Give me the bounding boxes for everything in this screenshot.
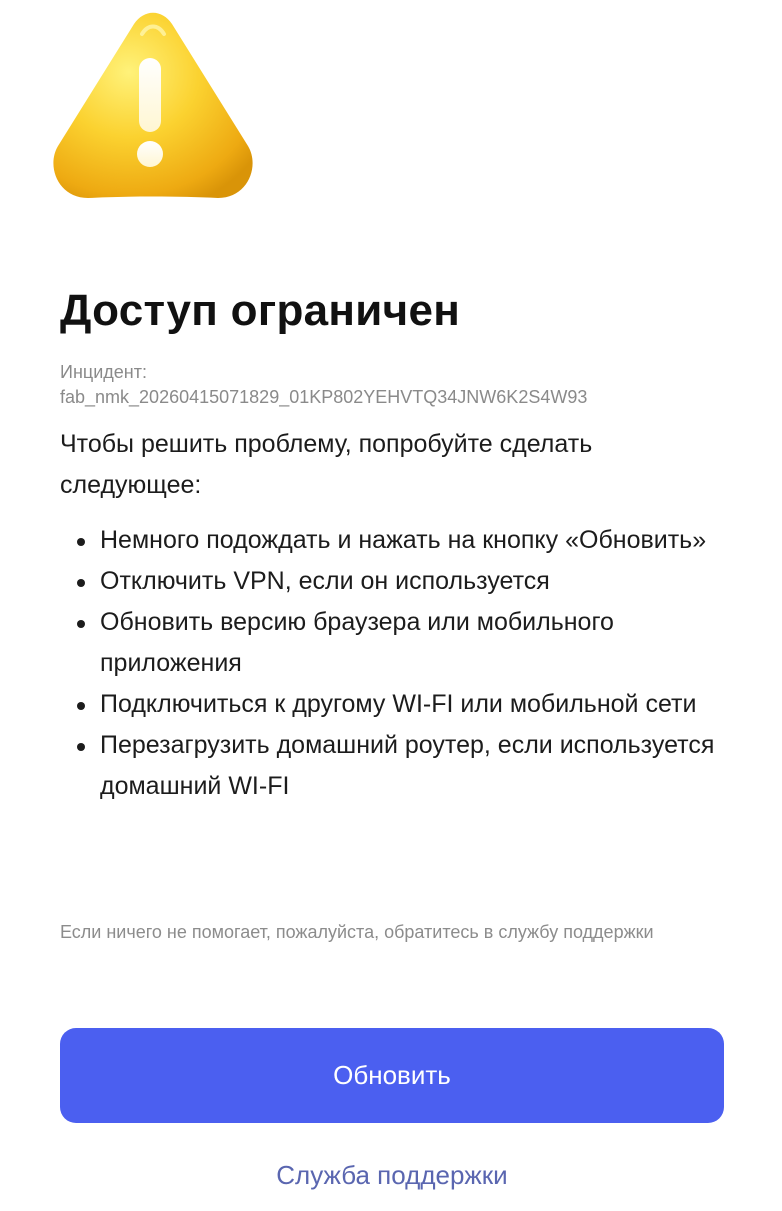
refresh-button[interactable]: Обновить: [60, 1028, 724, 1123]
incident-id: fab_nmk_20260415071829_01KP802YEHVTQ34JNW6K2S4W93: [60, 387, 588, 407]
troubleshooting-list: [60, 520, 740, 807]
warning-triangle-icon: [50, 8, 256, 204]
incident-info: [60, 360, 587, 410]
list-item: Перезагрузить домашний роутер, если используется домашний WI-FI: [60, 725, 740, 807]
instructions-intro: Чтобы решить проблему, попробуйте сделать следующее:: [60, 430, 593, 499]
support-link[interactable]: Служба поддержки: [276, 1160, 508, 1190]
support-note: Если ничего не помогает, пожалуйста, обратитесь в службу поддержки: [60, 922, 654, 942]
page-title: Доступ ограничен: [60, 286, 461, 335]
incident-label: Инцидент:: [60, 362, 147, 382]
list-item: Отключить VPN, если он используется: [60, 561, 740, 602]
list-item: Подключиться к другому WI-FI или мобильной сети: [60, 684, 740, 725]
list-item: Немного подождать и нажать на кнопку «Обновить»: [60, 520, 740, 561]
list-item: Обновить версию браузера или мобильного приложения: [60, 602, 740, 684]
